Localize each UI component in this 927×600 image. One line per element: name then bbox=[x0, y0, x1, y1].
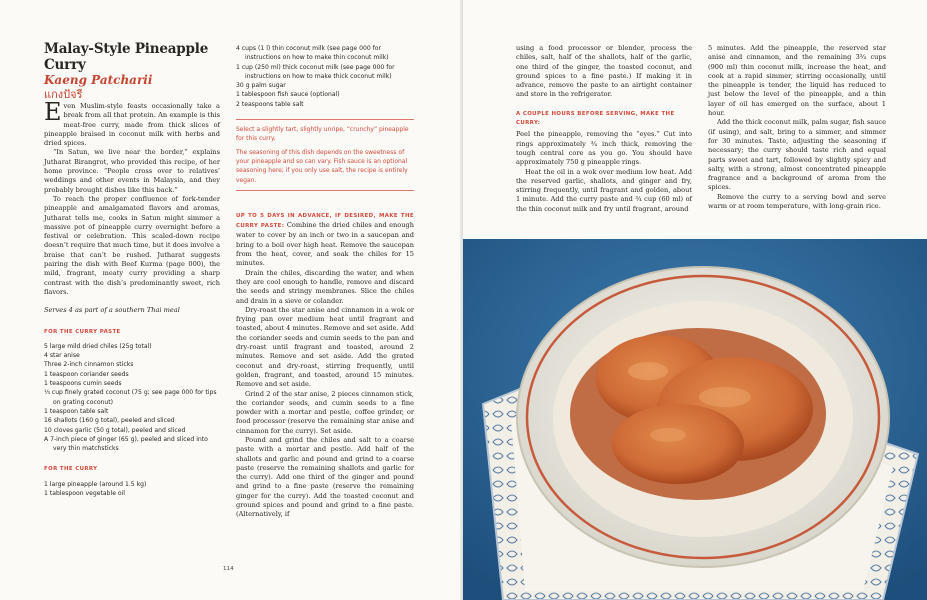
ingredient: 4 cups (1 l) thin coconut milk (see page 000 for instructions on how to make thin coconut milk) bbox=[236, 45, 389, 62]
method-step-9: Remove the curry to a serving bowl and serve warm or at room temperature, with long-grain rice. bbox=[708, 192, 886, 211]
curry-list-part-2 bbox=[236, 44, 414, 109]
thai-script: แกงปัจรี bbox=[44, 88, 83, 101]
method-step-7-continued: 5 minutes. Add the pineapple, the reserved star anise and cinnamon, and the remaining 3¾ cups (900 ml) thin coconut milk, increase the heat, and cook at a rapid simmer, stirring occasionally, until the pineapple is tender, the liquid has reduced to just below the level of the pineapple, and a thin layer of oil has emerged on the surface, about 1 hour. bbox=[708, 44, 886, 118]
ingredient: 1 teaspoon coriander seeds bbox=[44, 370, 129, 378]
ingredient: Three 2-inch cinnamon sticks bbox=[44, 361, 134, 369]
thai-name: Kaeng Patcharii bbox=[44, 73, 153, 87]
method-step-1: UP TO 5 DAYS IN ADVANCE, IF DESIRED, MAKE THE CURRY PASTE: Combine the dried chiles and enough water to cover by an inch or two in a saucepan and bring to a boil over high heat. Remove the saucepan from the heat, cover, and soak the chiles for 15 minutes. bbox=[236, 212, 414, 268]
right-column-1 bbox=[516, 44, 692, 214]
method-step-5-continued: using a food processor or blender, process the chiles, salt, half of the shallots, half of the garlic, one third of the ginger, the toasted coconut, and ground spices to a fine paste.) If making it in advance, remove the paste to an airtight container and store in the refrigerator. bbox=[516, 44, 692, 99]
intro-paragraph-1: Even Muslim-style feasts occasionally take a break from all that protein. An example is this meat-free curry, made from thick slices of pineapple braised in coconut milk with herbs and dried spices. bbox=[44, 98, 220, 148]
method-step-2: Drain the chiles, discarding the water, and when they are cool enough to handle, remove and discard the seeds and stringy membranes. Slice the chiles and drain in a sieve or colander. bbox=[236, 268, 414, 305]
sauce-highlight bbox=[699, 387, 751, 407]
note-rule-bottom bbox=[236, 190, 414, 191]
serving-label: A COUPLE HOURS BEFORE SERVING, MAKE THE CURRY: bbox=[516, 110, 675, 127]
note-seasoning: The seasoning of this dish depends on the sweetness of your pineapple and so can vary. Fish sauce is an optional seasoning here; if you only use salt, the recipe is entirely vegan. bbox=[236, 148, 408, 184]
ingredient: 1 cup (250 ml) thick coconut milk (see page 000 for instructions on how to make thick coconut milk) bbox=[236, 63, 395, 80]
intro-paragraph-2: “In Satun, we live near the border,” explains Jutharat Birangrot, who provided this recipe, of her home province. “People cross over to relatives’ weddings and other events in Malaysia, and they probably brought dishes like this back.” bbox=[44, 148, 220, 194]
ingredient: 1 tablespoon fish sauce (optional) bbox=[236, 91, 340, 99]
curry-list-part-1 bbox=[44, 480, 220, 499]
note-pineapple: Select a slightly tart, slightly unripe, “crunchy” pineapple for this curry. bbox=[236, 126, 409, 143]
ingredient: 1 teaspoon table salt bbox=[44, 407, 109, 415]
curry-heading: FOR THE CURRY bbox=[44, 466, 98, 473]
advance-label: UP TO 5 DAYS IN ADVANCE, IF DESIRED, MAKE THE CURRY PASTE: bbox=[236, 212, 414, 230]
ingredient: 2 teaspoons table salt bbox=[236, 100, 304, 108]
method-step-8: Add the thick coconut milk, palm sugar, fish sauce (if using), and salt, bring to a simmer, and simmer for 30 minutes. Taste, adjusting the seasoning if necessary; the curry should taste rich and equal parts sweet and tart, followed by slightly spicy and salty, with a strong, almost concentrated pineapple fragrance and a background of aroma from the spices. bbox=[708, 118, 886, 192]
middle-column bbox=[236, 44, 414, 520]
ingredient: A 7-inch piece of ginger (65 g), peeled and sliced into very thin matchsticks bbox=[44, 435, 208, 453]
ingredient: 4 star anise bbox=[44, 352, 80, 360]
method-step-3: Dry-roast the star anise and cinnamon in a wok or frying pan over medium heat until fragrant and toasted, about 4 minutes. Remove and set aside. Add the coriander seeds and cumin seeds to the pan and dry-roast until fragrant and toasted, around 2 minutes. Remove and set aside. Add the grated coconut and dry-roast, stirring frequently, until golden, fragrant, and toasted, around 15 minutes. Remove and set aside. bbox=[236, 305, 414, 389]
right-page bbox=[463, 0, 927, 600]
pineapple-ring bbox=[612, 404, 744, 484]
recipe-title: Malay-Style Pineapple Curry bbox=[44, 41, 209, 73]
curry-paste-heading: FOR THE CURRY PASTE bbox=[44, 328, 121, 335]
method-step-5: Pound and grind the chiles and salt to a coarse paste with a mortar and pestle. Add half of the shallots and garlic and pound and grind to a coarse paste (reserve the remaining shallots and garlic for the curry). Add one third of the ginger and pound and grind to a fine paste (reserve the remaining ginger for the curry). Add the toasted coconut and ground spices and pound and grind to a fine paste. (Alternatively, if bbox=[236, 435, 414, 519]
method-step-4: Grind 2 of the star anise, 2 pieces cinnamon stick, the coriander seeds, and cumin seeds to a fine powder with a mortar and pestle, coffee grinder, or food processor (reserve the remaining star anise and cinnamon for the curry). Set aside. bbox=[236, 389, 414, 435]
curry-photo-illustration bbox=[463, 239, 927, 600]
intro-paragraph-3: To reach the proper confluence of fork-tender pineapple and amalgamated flavors and aromas, Jutharat tells me, cooks in Satun might simmer a massive pot of pineapple curry overnight before a festival or celebration. This scaled-down recipe doesn’t require that much time, but it does involve a braise that can’t be rushed. Jutharat suggests pairing the dish with Beef Kurma (page 000), the mild, fragrant, meaty curry providing a sharp contrast with the dish’s predominantly sweet, rich flavors. bbox=[44, 194, 221, 296]
sauce-highlight bbox=[650, 428, 686, 442]
left-page bbox=[0, 0, 463, 600]
ingredient: ⅓ cup finely grated coconut (75 g; see page 000 for tips on grating coconut) bbox=[44, 389, 217, 406]
ingredient: 5 large mild dried chiles (25g total) bbox=[44, 342, 152, 350]
curry-paste-list bbox=[44, 342, 220, 454]
drop-cap: E bbox=[44, 98, 62, 126]
serves-line: Serves 4 as part of a southern Thai meal bbox=[44, 306, 180, 315]
right-column-2 bbox=[708, 44, 886, 211]
note-rule-top bbox=[236, 119, 414, 120]
ingredient: 30 g palm sugar bbox=[236, 82, 286, 90]
method-step-6: Peel the pineapple, removing the “eyes.” Cut into rings approximately ¾ inch thick, removing the tough central core as you go. You should have approximately 750 g pineapple rings. bbox=[516, 130, 692, 167]
ingredient: 10 cloves garlic (50 g total), peeled and sliced bbox=[44, 426, 186, 434]
curry-photo bbox=[463, 239, 927, 600]
method-step-7: Heat the oil in a wok over medium low heat. Add the reserved garlic, shallots, and ginger and fry, stirring frequently, until fragrant and golden, about 1 minute. Add the curry paste and ¾ cup (60 ml) of the thin coconut milk and fry until fragrant, around bbox=[516, 167, 692, 213]
ingredient: 16 shallots (160 g total), peeled and sliced bbox=[44, 417, 175, 425]
ingredient: 1 tablespoon vegetable oil bbox=[44, 489, 126, 497]
ingredient: 1 teaspoons cumin seeds bbox=[44, 380, 122, 388]
intro-column bbox=[44, 41, 220, 498]
ingredient: 1 large pineapple (around 1.5 kg) bbox=[44, 480, 147, 488]
page-number: 114 bbox=[223, 566, 234, 572]
sauce-highlight bbox=[628, 362, 668, 380]
